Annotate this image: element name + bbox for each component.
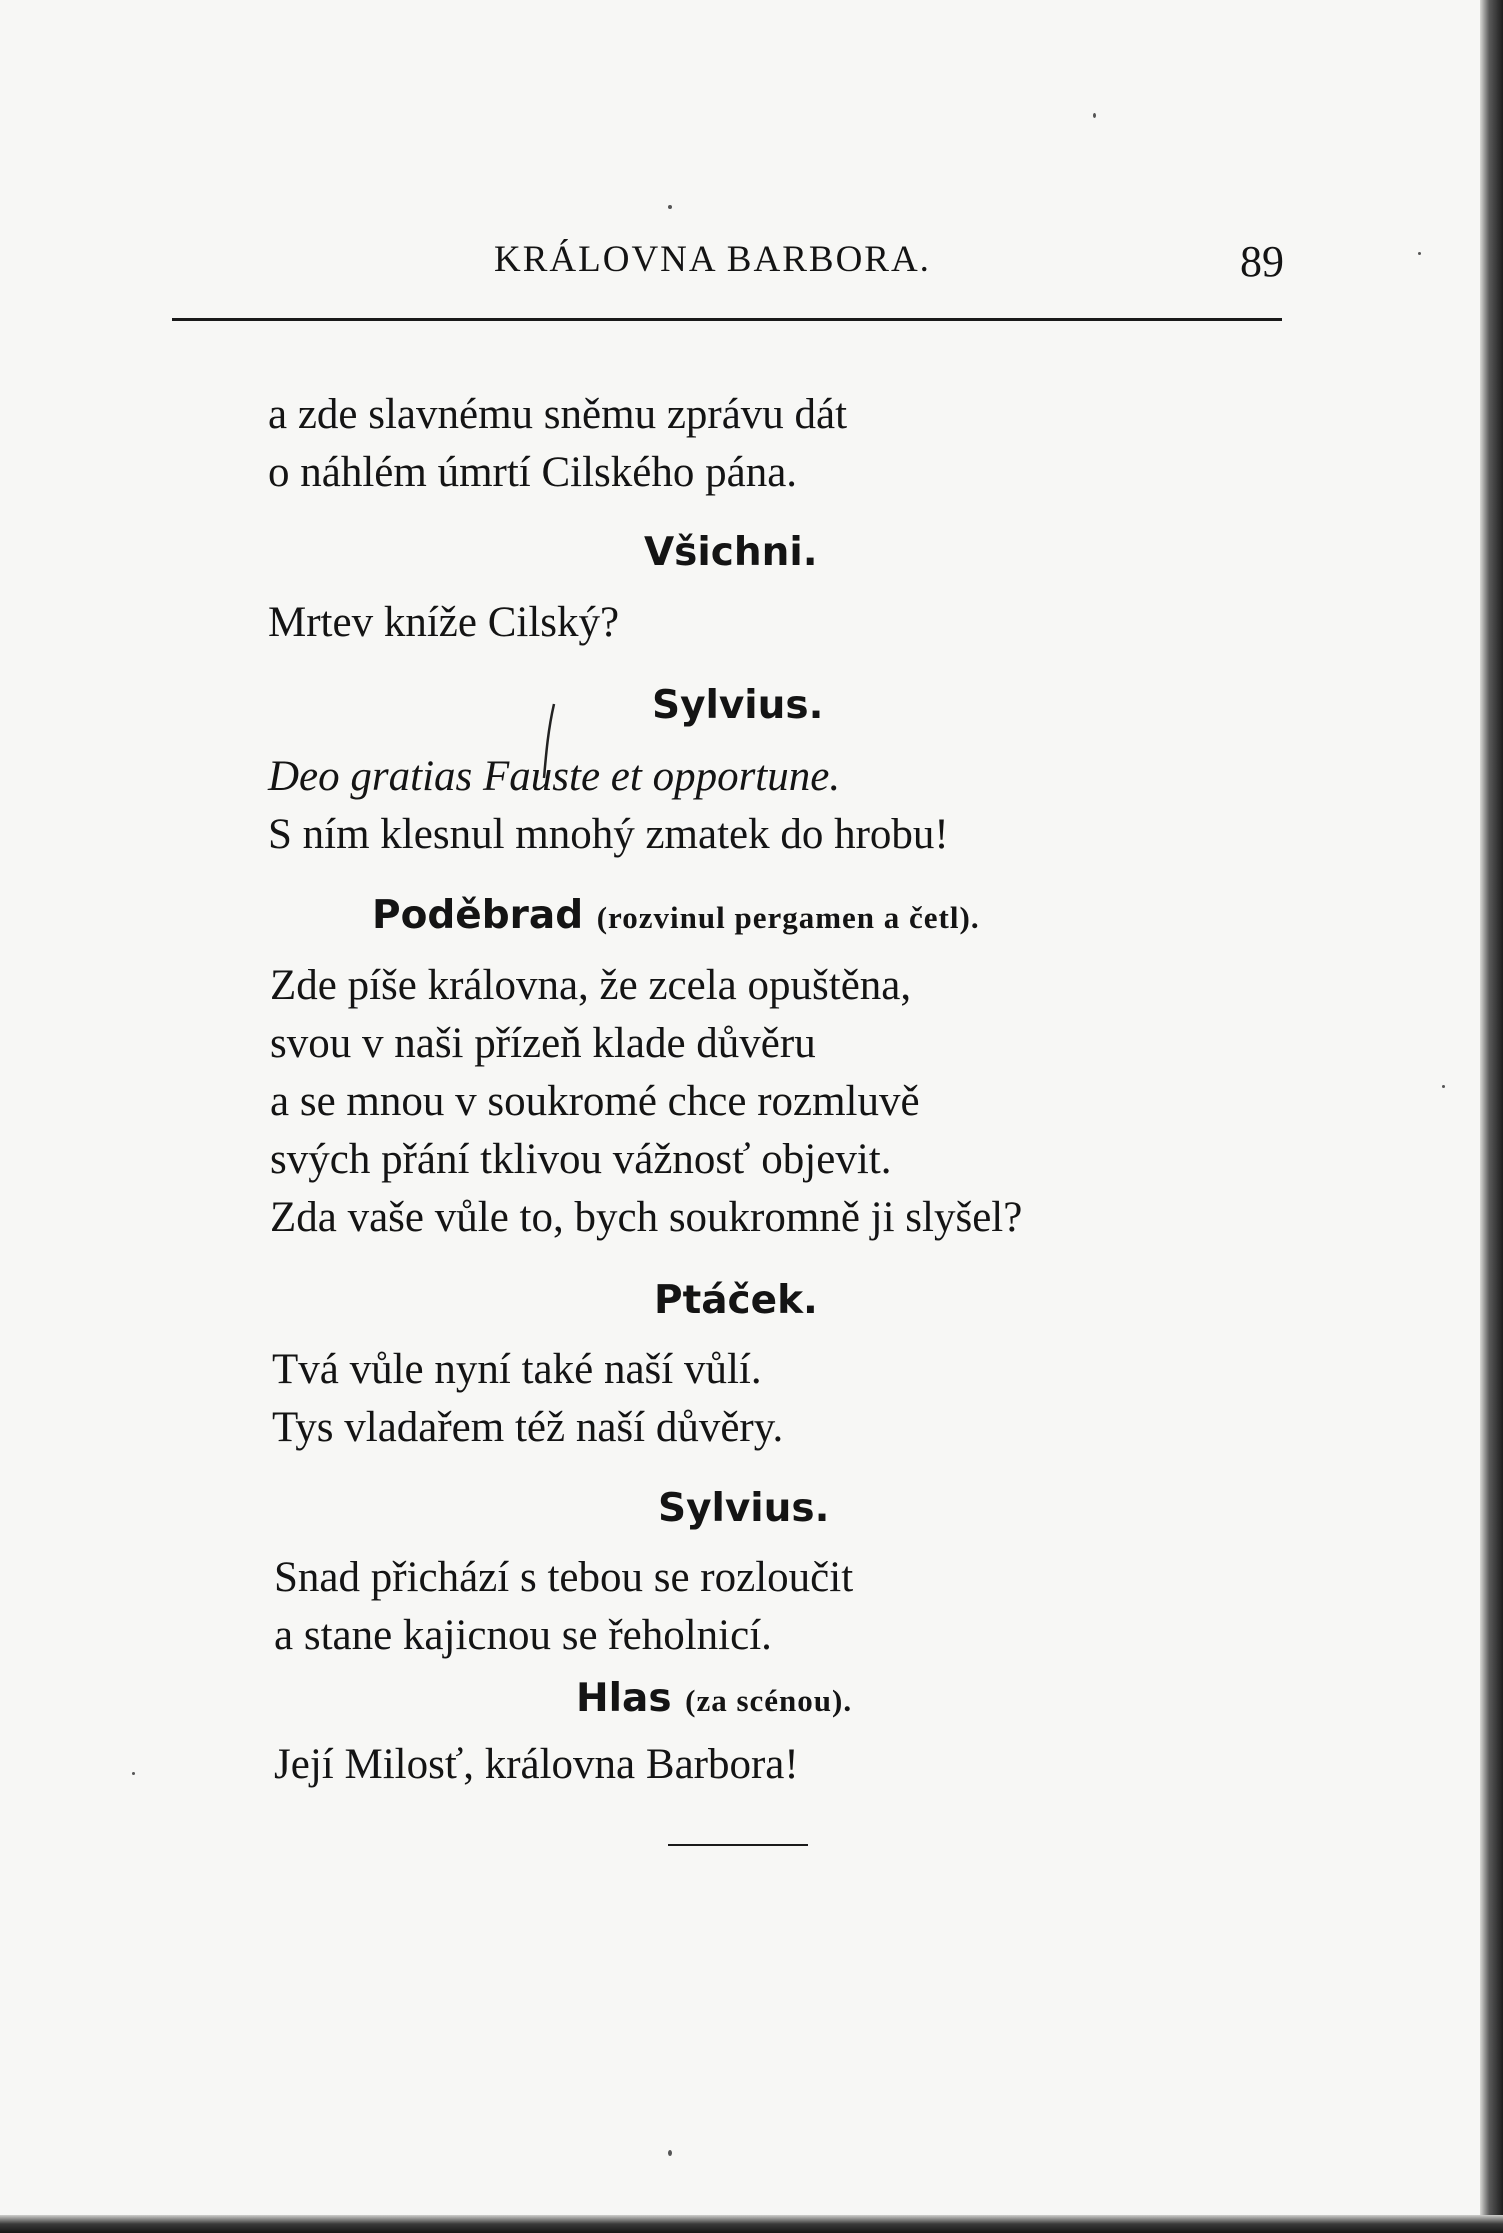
speaker-name: Ptáček. [654,1278,818,1323]
paper-speck [132,1772,135,1775]
latin-phrase: Deo gratias [268,753,473,800]
speaker-name: Poděbrad [372,893,584,938]
verse-line: S ním klesnul mnohý zmatek do hrobu! [268,811,949,858]
scan-edge-right [1480,0,1503,2233]
verse-line: Mrtev kníže Cilský? [268,599,620,646]
stage-direction: (rozvinul pergamen a četl). [596,900,980,935]
stage-direction: (za scénou). [685,1683,853,1718]
page-number: 89 [1240,237,1284,286]
verse-line: svých přání tklivou vážnosť objevit. [270,1136,892,1183]
verse-line: Zda vaše vůle to, bych soukromně ji slyšel? [270,1194,1023,1241]
verse-line: a zde slavnému sněmu zprávu dát [268,391,848,438]
paper-speck [668,205,672,209]
speaker-name: Všichni. [644,530,818,575]
paper-speck [1418,252,1421,255]
speaker-heading [372,893,980,938]
verse-line: a se mnou v soukromé chce rozmluvě [270,1078,920,1125]
verse-line: svou v naši přízeň klade důvěru [270,1020,816,1067]
verse-line: Zde píše královna, že zcela opuštěna, [270,962,912,1009]
verse-line: a stane kajicnou se řeholnicí. [274,1612,772,1659]
scan-edge-bottom [0,2215,1503,2233]
verse-line: o náhlém úmrtí Cilského pána. [268,449,798,496]
verse-line: Snad přichází s tebou se rozloučit [274,1554,854,1601]
paper-speck [668,2150,672,2156]
speaker-name: Sylvius. [652,683,824,728]
verse-line: Tvá vůle nyní také naší vůlí. [272,1346,762,1393]
paper-speck [1442,1085,1445,1088]
verse-line: Její Milosť, královna Barbora! [274,1741,799,1788]
latin-phrase: Fauste et opportune. [483,753,841,800]
header-rule [172,318,1282,321]
paper-speck [1093,113,1096,118]
speaker-name: Hlas [576,1676,672,1721]
end-rule [668,1844,808,1846]
latin-line [268,752,840,801]
verse-line: Tys vladařem též naší důvěry. [272,1404,784,1451]
running-head: KRÁLOVNA BARBORA. [494,239,931,280]
speaker-heading [576,1676,852,1721]
speaker-name: Sylvius. [658,1486,830,1531]
